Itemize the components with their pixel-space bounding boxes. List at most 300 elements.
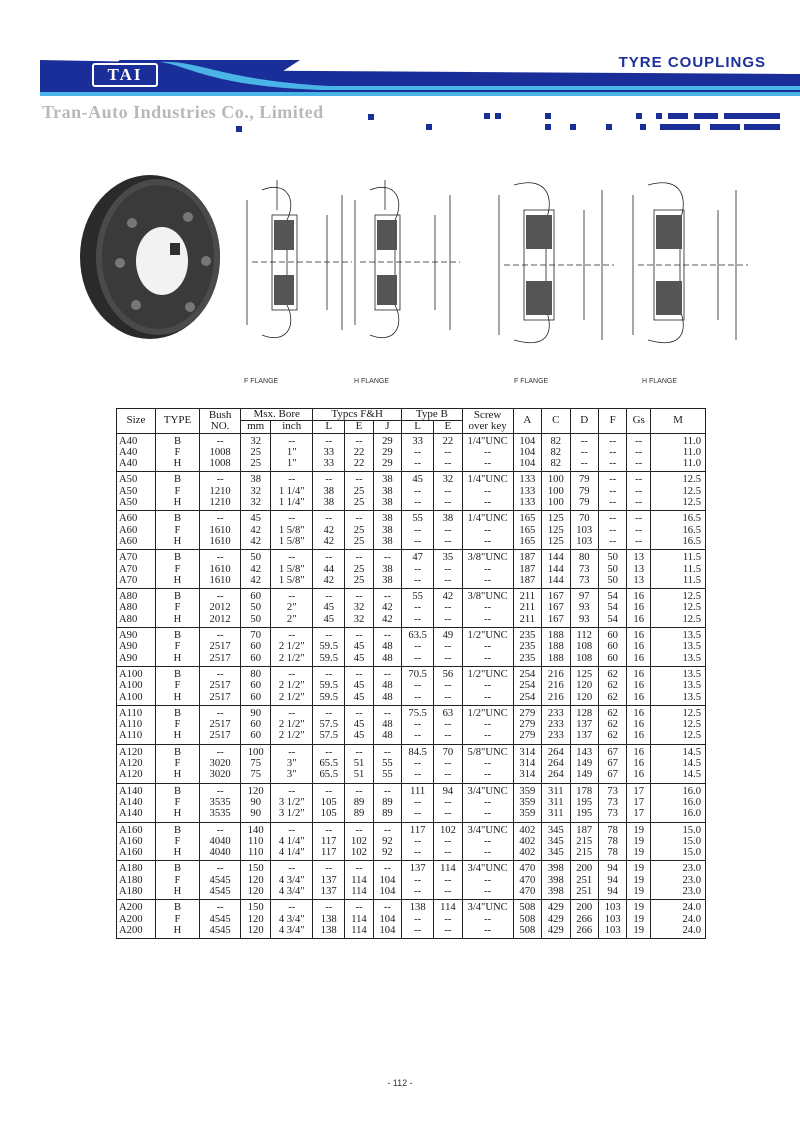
- table-cell: 1 1/4": [271, 497, 313, 511]
- table-cell: 235: [513, 628, 541, 642]
- table-cell: 45: [402, 472, 434, 486]
- table-cell: 508: [513, 914, 541, 925]
- table-cell: 314: [513, 758, 541, 769]
- table-cell: 19: [627, 925, 651, 939]
- table-cell: 3": [271, 758, 313, 769]
- table-cell: 133: [513, 472, 541, 486]
- table-cell: 1610: [200, 564, 241, 575]
- flange-diagram-icon: [340, 160, 475, 365]
- table-cell: 44: [313, 564, 345, 575]
- table-cell: 233: [542, 730, 570, 744]
- table-cell: 63: [434, 705, 462, 719]
- table-cell: 19: [627, 875, 651, 886]
- table-cell: 25: [345, 525, 373, 536]
- table-cell: 60: [241, 641, 271, 652]
- table-cell: --: [462, 836, 513, 847]
- table-cell: 16: [627, 602, 651, 613]
- table-cell: 133: [513, 486, 541, 497]
- table-cell: 140: [241, 822, 271, 836]
- table-cell: 211: [513, 589, 541, 603]
- table-cell: --: [462, 486, 513, 497]
- table-cell: A60: [117, 536, 156, 550]
- table-cell: 188: [542, 628, 570, 642]
- table-cell: --: [434, 914, 462, 925]
- table-cell: 23.0: [651, 861, 706, 875]
- table-cell: 62: [598, 730, 626, 744]
- table-cell: 1 5/8": [271, 525, 313, 536]
- table-cell: 16.5: [651, 525, 706, 536]
- table-cell: 16.0: [651, 808, 706, 822]
- table-cell: 33: [313, 458, 345, 472]
- table-cell: 42: [434, 589, 462, 603]
- table-cell: 251: [570, 886, 598, 900]
- diagram-label: H FLANGE: [642, 378, 678, 385]
- table-cell: B: [155, 433, 199, 447]
- table-cell: --: [462, 447, 513, 458]
- table-cell: --: [345, 861, 373, 875]
- table-cell: --: [434, 719, 462, 730]
- table-cell: A120: [117, 769, 156, 783]
- table-cell: --: [598, 433, 626, 447]
- table-cell: --: [598, 472, 626, 486]
- table-cell: 16: [627, 589, 651, 603]
- table-row: [117, 614, 706, 628]
- table-cell: 45: [345, 730, 373, 744]
- table-cell: 2517: [200, 680, 241, 691]
- table-cell: --: [434, 730, 462, 744]
- table-cell: --: [434, 536, 462, 550]
- page-number: - 112 -: [387, 1078, 413, 1088]
- table-cell: 3/4"UNC: [462, 783, 513, 797]
- table-cell: 13: [627, 564, 651, 575]
- diagram-h-flange-1: [340, 160, 475, 385]
- table-cell: 60: [241, 692, 271, 706]
- table-row: [117, 692, 706, 706]
- table-cell: 70: [241, 628, 271, 642]
- table-cell: --: [345, 550, 373, 564]
- table-cell: --: [271, 705, 313, 719]
- table-cell: --: [434, 797, 462, 808]
- table-row: [117, 847, 706, 861]
- table-cell: --: [373, 783, 401, 797]
- table-cell: A80: [117, 589, 156, 603]
- table-cell: --: [402, 447, 434, 458]
- table-cell: 50: [598, 550, 626, 564]
- table-cell: A40: [117, 458, 156, 472]
- table-cell: B: [155, 900, 199, 914]
- table-cell: A60: [117, 525, 156, 536]
- table-cell: 100: [241, 744, 271, 758]
- table-cell: --: [627, 472, 651, 486]
- table-cell: 508: [513, 900, 541, 914]
- table-cell: 90: [241, 797, 271, 808]
- table-cell: A40: [117, 433, 156, 447]
- table-cell: 254: [513, 680, 541, 691]
- table-cell: 1 5/8": [271, 564, 313, 575]
- table-cell: 14.5: [651, 769, 706, 783]
- table-cell: --: [402, 525, 434, 536]
- col-type: TYPE: [155, 409, 199, 434]
- table-cell: 54: [598, 602, 626, 613]
- table-cell: 75.5: [402, 705, 434, 719]
- table-cell: 19: [627, 914, 651, 925]
- col-bore: Msx. Bore: [241, 409, 313, 421]
- table-cell: 16: [627, 653, 651, 667]
- table-cell: 279: [513, 730, 541, 744]
- table-cell: --: [402, 925, 434, 939]
- table-cell: 2": [271, 614, 313, 628]
- table-cell: 80: [241, 666, 271, 680]
- table-cell: 3/8"UNC: [462, 550, 513, 564]
- table-cell: --: [313, 666, 345, 680]
- table-cell: 54: [598, 614, 626, 628]
- table-cell: 345: [542, 822, 570, 836]
- table-cell: 4 3/4": [271, 886, 313, 900]
- table-cell: 82: [542, 447, 570, 458]
- table-cell: A100: [117, 680, 156, 691]
- table-cell: 33: [313, 447, 345, 458]
- table-cell: 12.5: [651, 602, 706, 613]
- col-mm: mm: [241, 421, 271, 433]
- page-title: TYRE COUPLINGS: [618, 54, 766, 71]
- table-cell: 117: [313, 836, 345, 847]
- table-row: [117, 861, 706, 875]
- table-cell: 50: [598, 564, 626, 575]
- table-cell: --: [402, 641, 434, 652]
- table-cell: 3020: [200, 758, 241, 769]
- table-cell: 279: [513, 719, 541, 730]
- table-cell: 398: [542, 875, 570, 886]
- table-cell: 13.5: [651, 692, 706, 706]
- col-e: E: [345, 421, 373, 433]
- table-cell: 73: [598, 797, 626, 808]
- table-cell: H: [155, 536, 199, 550]
- table-cell: --: [313, 705, 345, 719]
- table-cell: A200: [117, 914, 156, 925]
- table-cell: 19: [627, 886, 651, 900]
- table-cell: 104: [373, 875, 401, 886]
- table-cell: 216: [542, 680, 570, 691]
- table-cell: --: [462, 925, 513, 939]
- table-cell: 60: [241, 653, 271, 667]
- table-cell: A50: [117, 472, 156, 486]
- table-cell: 279: [513, 705, 541, 719]
- table-cell: 25: [345, 536, 373, 550]
- table-cell: 89: [373, 797, 401, 808]
- table-cell: 2517: [200, 692, 241, 706]
- table-cell: 4 3/4": [271, 925, 313, 939]
- table-cell: 114: [345, 875, 373, 886]
- table-cell: --: [402, 808, 434, 822]
- table-cell: --: [402, 914, 434, 925]
- table-cell: --: [402, 497, 434, 511]
- table-cell: 108: [570, 641, 598, 652]
- table-cell: 110: [241, 836, 271, 847]
- table-cell: 137: [313, 875, 345, 886]
- table-cell: 178: [570, 783, 598, 797]
- table-cell: 187: [570, 822, 598, 836]
- table-cell: 3/4"UNC: [462, 861, 513, 875]
- col-type-b: Type B: [402, 409, 463, 421]
- table-cell: 75: [241, 758, 271, 769]
- table-cell: 94: [598, 886, 626, 900]
- table-cell: 235: [513, 641, 541, 652]
- table-row: [117, 914, 706, 925]
- table-cell: 25: [345, 575, 373, 589]
- table-row: [117, 472, 706, 486]
- table-cell: 103: [598, 914, 626, 925]
- table-cell: --: [462, 808, 513, 822]
- table-cell: 14.5: [651, 758, 706, 769]
- table-cell: 200: [570, 900, 598, 914]
- table-cell: 125: [542, 511, 570, 525]
- table-cell: 45: [345, 641, 373, 652]
- table-cell: 79: [570, 472, 598, 486]
- table-cell: 264: [542, 744, 570, 758]
- table-cell: --: [434, 614, 462, 628]
- table-cell: --: [200, 433, 241, 447]
- table-cell: --: [462, 614, 513, 628]
- table-cell: 149: [570, 769, 598, 783]
- table-cell: 114: [345, 925, 373, 939]
- table-cell: 114: [345, 914, 373, 925]
- table-cell: --: [402, 758, 434, 769]
- table-cell: --: [313, 822, 345, 836]
- table-cell: 29: [373, 447, 401, 458]
- table-cell: --: [462, 525, 513, 536]
- table-cell: --: [570, 458, 598, 472]
- table-cell: 103: [570, 536, 598, 550]
- table-cell: 429: [542, 900, 570, 914]
- table-cell: B: [155, 744, 199, 758]
- table-cell: B: [155, 511, 199, 525]
- flange-diagram-icon: [484, 160, 634, 365]
- table-cell: 65.5: [313, 758, 345, 769]
- table-cell: --: [598, 511, 626, 525]
- table-cell: --: [627, 447, 651, 458]
- table-cell: --: [313, 861, 345, 875]
- table-cell: 23.0: [651, 875, 706, 886]
- table-cell: --: [434, 680, 462, 691]
- table-cell: --: [462, 641, 513, 652]
- table-cell: 4040: [200, 836, 241, 847]
- table-cell: --: [627, 433, 651, 447]
- table-cell: H: [155, 847, 199, 861]
- table-cell: 19: [627, 836, 651, 847]
- table-cell: 24.0: [651, 900, 706, 914]
- table-row: [117, 641, 706, 652]
- table-cell: B: [155, 550, 199, 564]
- table-cell: 79: [570, 486, 598, 497]
- table-cell: --: [402, 653, 434, 667]
- table-cell: 42: [313, 575, 345, 589]
- table-cell: A80: [117, 602, 156, 613]
- table-cell: 150: [241, 861, 271, 875]
- table-cell: --: [200, 472, 241, 486]
- table-cell: 47: [402, 550, 434, 564]
- table-cell: --: [598, 525, 626, 536]
- table-cell: --: [200, 744, 241, 758]
- table-cell: 22: [434, 433, 462, 447]
- table-cell: 33: [402, 433, 434, 447]
- table-cell: 60: [598, 641, 626, 652]
- table-cell: 12.5: [651, 497, 706, 511]
- table-cell: 32: [345, 602, 373, 613]
- table-cell: --: [313, 744, 345, 758]
- table-cell: A160: [117, 822, 156, 836]
- table-cell: 2012: [200, 614, 241, 628]
- table-cell: 16.0: [651, 797, 706, 808]
- table-cell: 17: [627, 783, 651, 797]
- table-cell: 114: [434, 861, 462, 875]
- table-cell: 57.5: [313, 730, 345, 744]
- table-cell: 24.0: [651, 914, 706, 925]
- table-cell: --: [402, 875, 434, 886]
- table-cell: B: [155, 589, 199, 603]
- col-inch: inch: [271, 421, 313, 433]
- table-cell: 82: [542, 433, 570, 447]
- table-cell: --: [345, 666, 373, 680]
- table-cell: 25: [345, 486, 373, 497]
- table-cell: --: [434, 641, 462, 652]
- table-cell: 137: [402, 861, 434, 875]
- table-cell: B: [155, 783, 199, 797]
- table-cell: 117: [313, 847, 345, 861]
- table-cell: 345: [542, 847, 570, 861]
- table-cell: --: [402, 847, 434, 861]
- table-cell: 125: [570, 666, 598, 680]
- table-cell: 144: [542, 575, 570, 589]
- table-cell: 100: [542, 472, 570, 486]
- table-cell: 187: [513, 575, 541, 589]
- table-cell: --: [345, 511, 373, 525]
- table-cell: 42: [313, 536, 345, 550]
- table-cell: 108: [570, 653, 598, 667]
- table-cell: 62: [598, 719, 626, 730]
- table-cell: --: [434, 847, 462, 861]
- table-cell: A180: [117, 886, 156, 900]
- table-cell: 54: [598, 589, 626, 603]
- table-cell: 62: [598, 680, 626, 691]
- table-cell: 84.5: [402, 744, 434, 758]
- table-cell: 16: [627, 744, 651, 758]
- table-cell: 48: [373, 730, 401, 744]
- table-cell: 195: [570, 808, 598, 822]
- table-cell: 398: [542, 886, 570, 900]
- table-cell: --: [271, 900, 313, 914]
- table-cell: 62: [598, 705, 626, 719]
- table-row: [117, 525, 706, 536]
- table-cell: 38: [373, 575, 401, 589]
- table-cell: 16.5: [651, 536, 706, 550]
- table-cell: 60: [241, 719, 271, 730]
- page-header: [0, 0, 800, 140]
- table-cell: 51: [345, 758, 373, 769]
- table-cell: 38: [241, 472, 271, 486]
- table-cell: 60: [241, 730, 271, 744]
- table-cell: H: [155, 575, 199, 589]
- table-cell: F: [155, 758, 199, 769]
- table-cell: 111: [402, 783, 434, 797]
- col-m: M: [651, 409, 706, 434]
- table-cell: 3/8"UNC: [462, 589, 513, 603]
- table-cell: A100: [117, 666, 156, 680]
- table-cell: --: [462, 758, 513, 769]
- table-cell: 266: [570, 914, 598, 925]
- table-cell: A180: [117, 875, 156, 886]
- table-cell: 133: [513, 497, 541, 511]
- table-cell: 149: [570, 758, 598, 769]
- table-cell: 2 1/2": [271, 730, 313, 744]
- col-gs: Gs: [627, 409, 651, 434]
- table-cell: --: [200, 705, 241, 719]
- table-cell: 82: [542, 458, 570, 472]
- table-cell: --: [462, 653, 513, 667]
- table-cell: 55: [402, 589, 434, 603]
- table-row: [117, 719, 706, 730]
- table-cell: --: [402, 458, 434, 472]
- table-row: [117, 589, 706, 603]
- table-cell: 50: [241, 614, 271, 628]
- table-body: [117, 433, 706, 939]
- col-j: J: [373, 421, 401, 433]
- table-cell: 32: [241, 433, 271, 447]
- table-cell: --: [313, 472, 345, 486]
- table-cell: --: [462, 692, 513, 706]
- table-cell: 62: [598, 692, 626, 706]
- table-cell: 50: [241, 602, 271, 613]
- table-cell: 102: [434, 822, 462, 836]
- table-row: [117, 744, 706, 758]
- table-cell: --: [434, 602, 462, 613]
- table-cell: F: [155, 914, 199, 925]
- table-cell: --: [402, 769, 434, 783]
- table-cell: 65.5: [313, 769, 345, 783]
- col-f: F: [598, 409, 626, 434]
- table-cell: --: [627, 458, 651, 472]
- table-cell: --: [345, 589, 373, 603]
- table-cell: A100: [117, 692, 156, 706]
- table-cell: --: [271, 783, 313, 797]
- table-cell: --: [434, 497, 462, 511]
- table-cell: 1/4"UNC: [462, 472, 513, 486]
- table-cell: --: [627, 525, 651, 536]
- table-cell: --: [373, 861, 401, 875]
- table-cell: A90: [117, 653, 156, 667]
- table-cell: 38: [313, 497, 345, 511]
- table-cell: A200: [117, 900, 156, 914]
- table-cell: H: [155, 925, 199, 939]
- table-cell: 67: [598, 744, 626, 758]
- table-cell: A50: [117, 486, 156, 497]
- table-cell: 264: [542, 758, 570, 769]
- table-cell: --: [313, 511, 345, 525]
- table-cell: 254: [513, 666, 541, 680]
- table-cell: 187: [513, 550, 541, 564]
- table-cell: 1/2"UNC: [462, 666, 513, 680]
- table-cell: --: [345, 472, 373, 486]
- table-cell: H: [155, 730, 199, 744]
- table-header: [117, 409, 706, 434]
- table-cell: --: [271, 589, 313, 603]
- table-cell: 4545: [200, 886, 241, 900]
- table-cell: 114: [434, 900, 462, 914]
- table-cell: 104: [373, 925, 401, 939]
- table-cell: 2 1/2": [271, 719, 313, 730]
- table-cell: 48: [373, 680, 401, 691]
- table-cell: 167: [542, 602, 570, 613]
- table-cell: 104: [513, 447, 541, 458]
